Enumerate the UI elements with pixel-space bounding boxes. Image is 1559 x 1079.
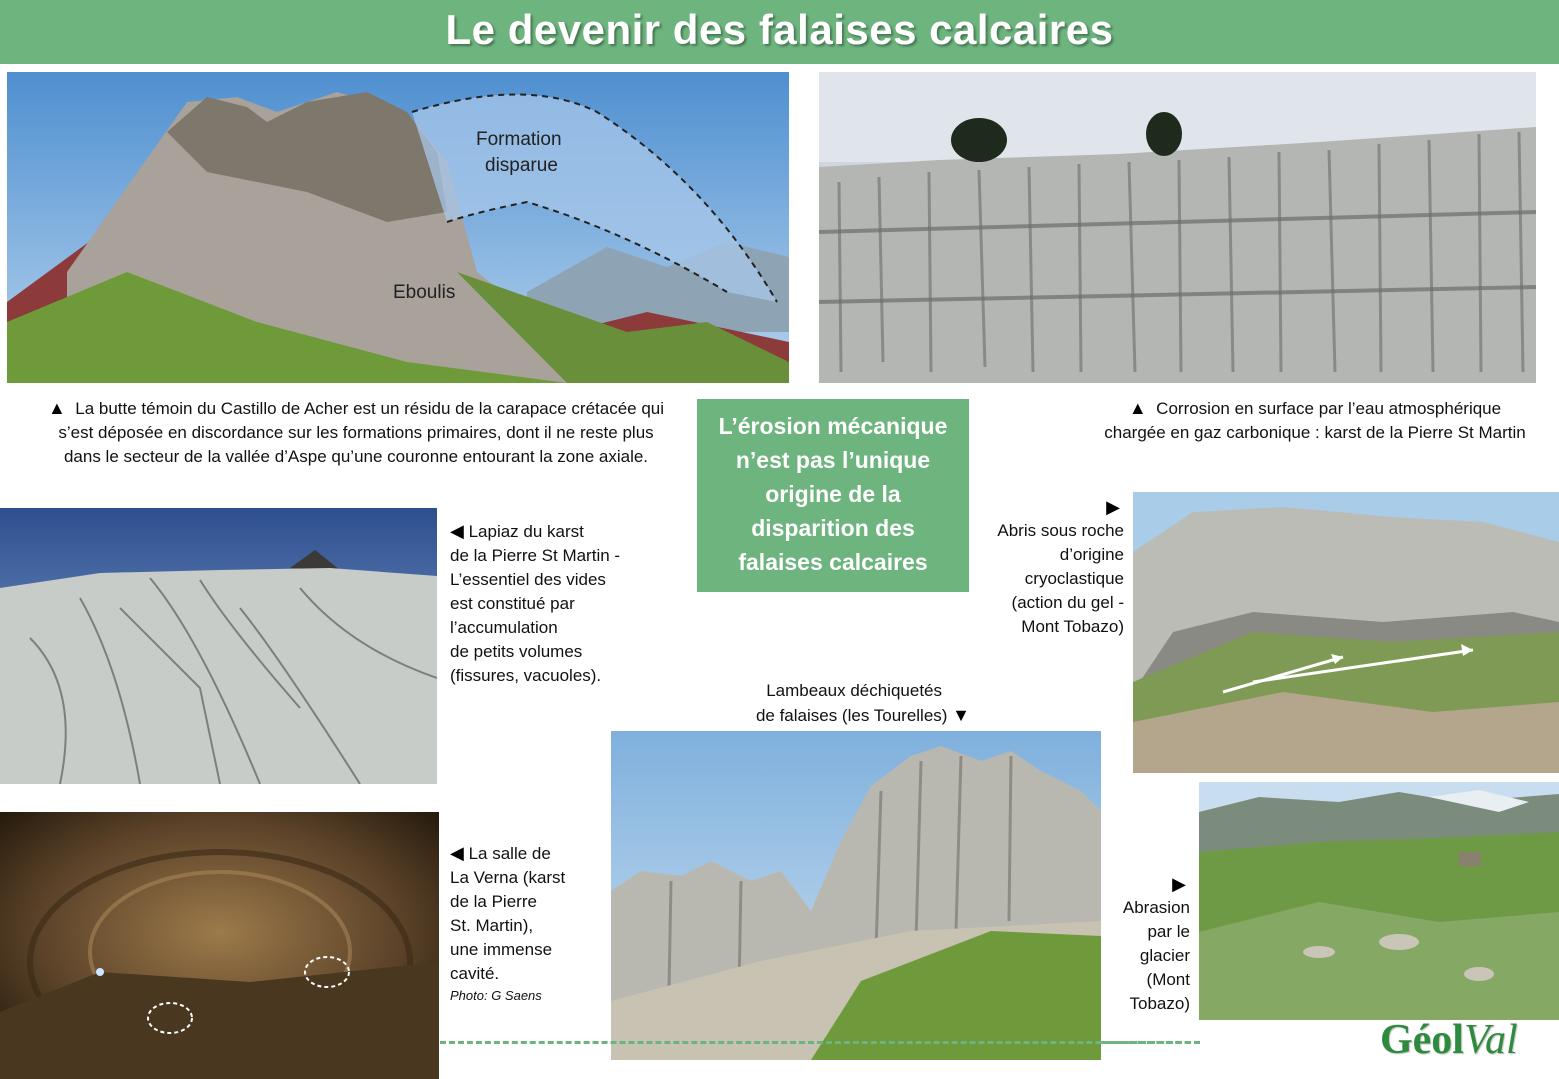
caption-abrasion	[1100, 872, 1190, 1016]
triangle-up-icon: ▲	[47, 398, 66, 418]
caption-lapiaz-line1: Lapiaz du karst	[468, 522, 584, 541]
photo-abrasion-glacier	[1199, 782, 1559, 1020]
caption-castillo	[16, 396, 696, 469]
caption-corrosion-line1: Corrosion en surface par l’eau atmosphérique	[1156, 399, 1502, 418]
photo-karst-corrosion	[819, 72, 1536, 383]
caption-lapiaz	[450, 519, 650, 688]
label-eboulis: Eboulis	[393, 282, 456, 303]
caption-corrosion-line2: chargée en gaz carbonique : karst de la Pierre St Martin	[1104, 423, 1526, 442]
geolval-logo	[1380, 1016, 1518, 1064]
caption-abris-line3: cryoclastique	[1024, 569, 1124, 588]
center-line-2: n’est pas l’unique	[735, 447, 931, 473]
caption-abrasion-line1: Abrasion	[1122, 898, 1190, 917]
logo-part2: Val	[1463, 1017, 1518, 1063]
caption-verna-line2: La Verna (karst	[450, 868, 566, 887]
caption-lapiaz-line4: est constitué par	[450, 594, 575, 613]
caption-abrasion-line4: (Mont	[1146, 970, 1190, 989]
caption-verna-line4: St. Martin),	[450, 916, 534, 935]
caption-abris-line5: Mont Tobazo)	[1021, 617, 1124, 636]
center-line-3: origine de la	[765, 481, 901, 507]
caption-corrosion	[1080, 396, 1550, 445]
photo-castillo-de-acher	[7, 72, 789, 383]
caption-lapiaz-line5: l’accumulation	[450, 618, 558, 637]
center-line-5: falaises calcaires	[738, 549, 928, 575]
triangle-right-icon: ▶	[1172, 874, 1186, 894]
caption-abris-line1: Abris sous roche	[997, 521, 1124, 540]
caption-tourelles-line1: Lambeaux déchiquetés	[766, 681, 942, 700]
caption-castillo-line3: dans le secteur de la vallée d’Aspe qu’une couronne entourant la zone axiale.	[63, 447, 649, 466]
photo-tourelles	[611, 731, 1101, 1060]
caption-abris	[964, 495, 1124, 639]
caption-tourelles	[720, 679, 970, 728]
caption-abrasion-line5: Tobazo)	[1129, 994, 1190, 1013]
triangle-up-icon: ▲	[1128, 398, 1147, 418]
caption-abris-line4: (action du gel -	[1011, 593, 1124, 612]
caption-verna-line3: de la Pierre	[450, 892, 537, 911]
caption-verna-line1: La salle de	[468, 844, 551, 863]
photo-lapiaz	[0, 508, 437, 784]
triangle-left-icon: ◀	[450, 843, 464, 863]
caption-castillo-line1: La butte témoin du Castillo de Acher est un résidu de la carapace crétacée qui	[75, 399, 665, 418]
center-message-box	[697, 399, 969, 592]
triangle-down-icon: ▼	[952, 705, 970, 725]
triangle-right-icon: ▶	[1106, 497, 1120, 517]
center-line-4: disparition des	[751, 515, 915, 541]
caption-castillo-line2: s’est déposée en discordance sur les formations primaires, dont il ne reste plus	[58, 423, 654, 442]
caption-lapiaz-line6: de petits volumes	[450, 642, 583, 661]
page-title: Le devenir des falaises calcaires	[445, 6, 1114, 53]
label-formation-disparue-1: Formation	[476, 129, 562, 150]
caption-abrasion-line3: glacier	[1139, 946, 1190, 965]
caption-verna-line5: une immense	[450, 940, 553, 959]
caption-lapiaz-line2: de la Pierre St Martin -	[450, 546, 621, 565]
caption-verna	[450, 841, 610, 1006]
caption-abris-line2: d’origine	[1059, 545, 1124, 564]
caption-verna-line6: cavité.	[450, 964, 500, 983]
caption-tourelles-line2: de falaises (les Tourelles)	[755, 706, 948, 725]
center-line-1: L’érosion mécanique	[718, 413, 948, 439]
footer-dashed-line	[440, 1041, 1200, 1044]
photo-credit: Photo: G Saens	[450, 988, 542, 1003]
caption-lapiaz-line7: (fissures, vacuoles).	[450, 666, 602, 685]
photo-abris-sous-roche	[1133, 492, 1559, 773]
footer-dashed-line-right	[1100, 1041, 1200, 1044]
caption-lapiaz-line3: L’essentiel des vides	[450, 570, 606, 589]
logo-part1: Géol	[1380, 1017, 1464, 1063]
triangle-left-icon: ◀	[450, 521, 464, 541]
caption-abrasion-line2: par le	[1147, 922, 1190, 941]
label-formation-disparue-2: disparue	[485, 155, 558, 176]
photo-salle-verna	[0, 812, 439, 1079]
